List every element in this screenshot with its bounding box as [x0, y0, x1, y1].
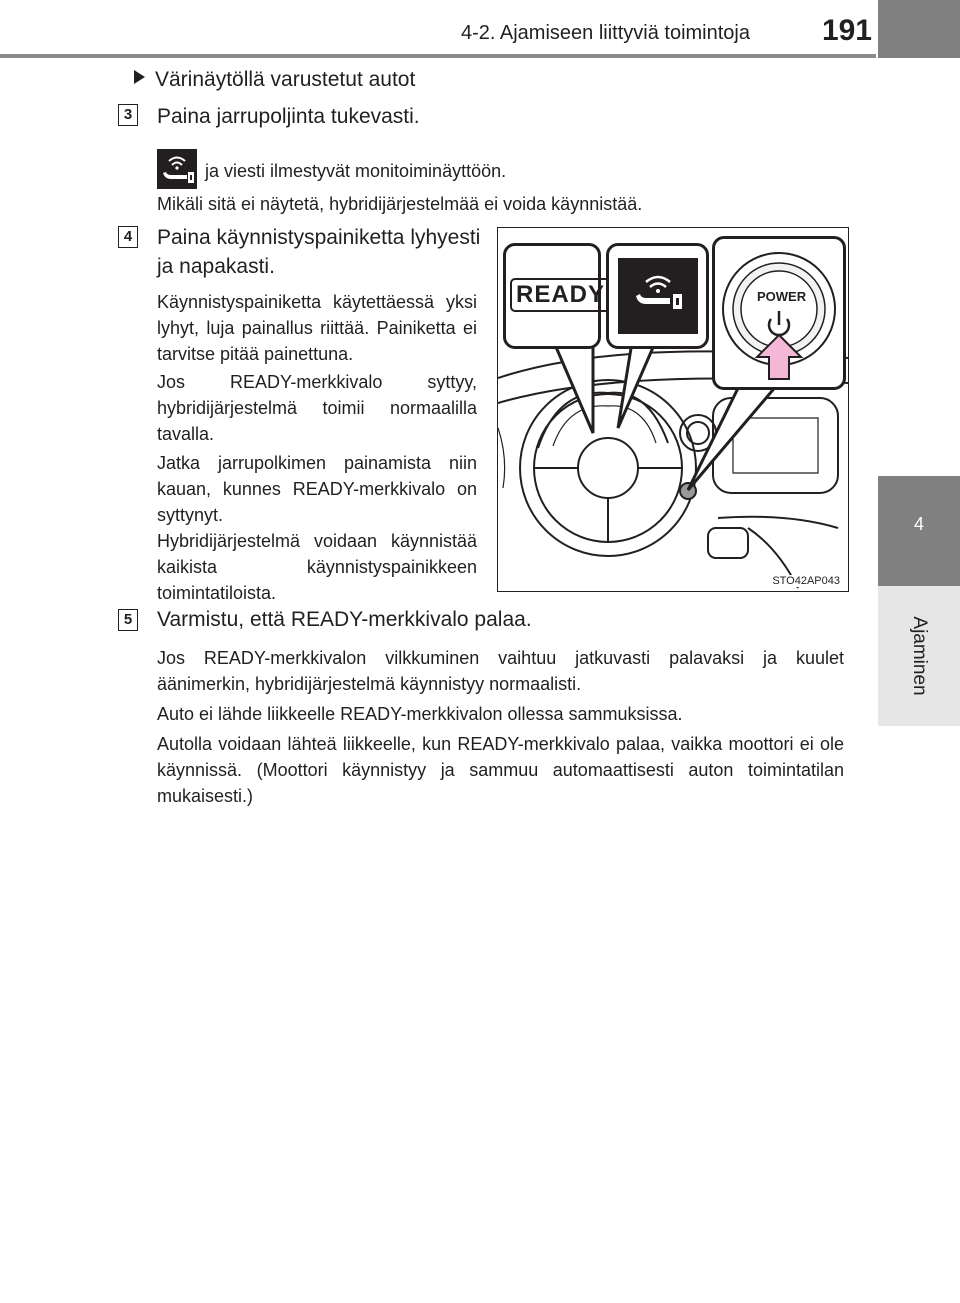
step-5-paragraph-2: Auto ei lähde liikkeelle READY-merkkivalon ollessa sammuksissa. [157, 704, 683, 724]
power-button-illustration [715, 239, 843, 387]
step-number-3: 3 [118, 104, 138, 126]
smart-key-display [618, 258, 698, 334]
key-smart-icon [618, 258, 698, 334]
step-3-text: Paina jarrupoljinta tukevasti. [157, 105, 420, 128]
step-number-5: 5 [118, 609, 138, 631]
subheading [134, 68, 415, 92]
chapter-label: Ajaminen [909, 616, 930, 696]
chapter-number: 4 [913, 514, 924, 534]
ready-indicator: READY [510, 278, 611, 312]
step-5-paragraph-1: Jos READY-merkkivalon vilkkuminen vaihtuu jatkuvasti palavaksi ja kuulet äänimerkin, hybridijärjestelmä käynnistyy normaalisti. [157, 648, 844, 694]
step-4-paragraph-4: Hybridijärjestelmä voidaan käynnistää kaikista käynnistyspainikkeen toimintatiloista. [157, 531, 477, 603]
power-button-callout [712, 236, 846, 390]
header-rule [0, 54, 876, 58]
step-3-paragraph-2: Mikäli sitä ei näytetä, hybridijärjestelmää ei voida käynnistää. [157, 194, 643, 214]
section-title: 4-2. Ajamiseen liittyviä toimintoja [460, 22, 750, 44]
step-4-paragraph-1: Käynnistyspainiketta käytettäessä yksi lyhyt, luja painallus riittää. Painiketta ei tarvitse pitää painettuna. [157, 292, 477, 364]
step-5-text: Varmistu, että READY-merkkivalo palaa. [157, 608, 532, 631]
side-tab-label [878, 586, 960, 726]
side-tab-chapter [878, 476, 960, 586]
figure-code: STO42AP043 [772, 575, 840, 587]
step-4-text-line2: ja napakasti. [157, 255, 275, 278]
page-number: 191 [821, 14, 872, 47]
triangle-bullet-icon [134, 70, 145, 84]
step-4-paragraph-3: Jatka jarrupolkimen painamista niin kauan, kunnes READY-merkkivalo on syttynyt. [157, 453, 477, 525]
step-4-paragraph-2: Jos READY-merkkivalo syttyy, hybridijärjestelmä toimii normaalilla tavalla. [157, 372, 477, 444]
ready-callout [503, 243, 606, 349]
step-3-paragraph-1: ja viesti ilmestyvät monitoiminäyttöön. [205, 161, 507, 181]
smart-key-callout [606, 243, 709, 349]
subheading-text: Värinäytöllä varustetut autot [155, 68, 416, 91]
dashboard-figure [497, 227, 849, 592]
side-tab-top [878, 0, 960, 58]
step-5-paragraph-3: Autolla voidaan lähteä liikkeelle, kun READY-merkkivalo palaa, vaikka moottori ei ole käynnissä. (Moottori käynnistyy ja sammuu automaattisesti auton toimintatilan mukaisesti.) [157, 734, 844, 806]
step-number-4: 4 [118, 226, 138, 248]
step-4-text-line1: Paina käynnistyspainiketta lyhyesti [157, 226, 481, 249]
power-label: POWER [757, 289, 807, 304]
key-smart-icon [157, 149, 197, 189]
